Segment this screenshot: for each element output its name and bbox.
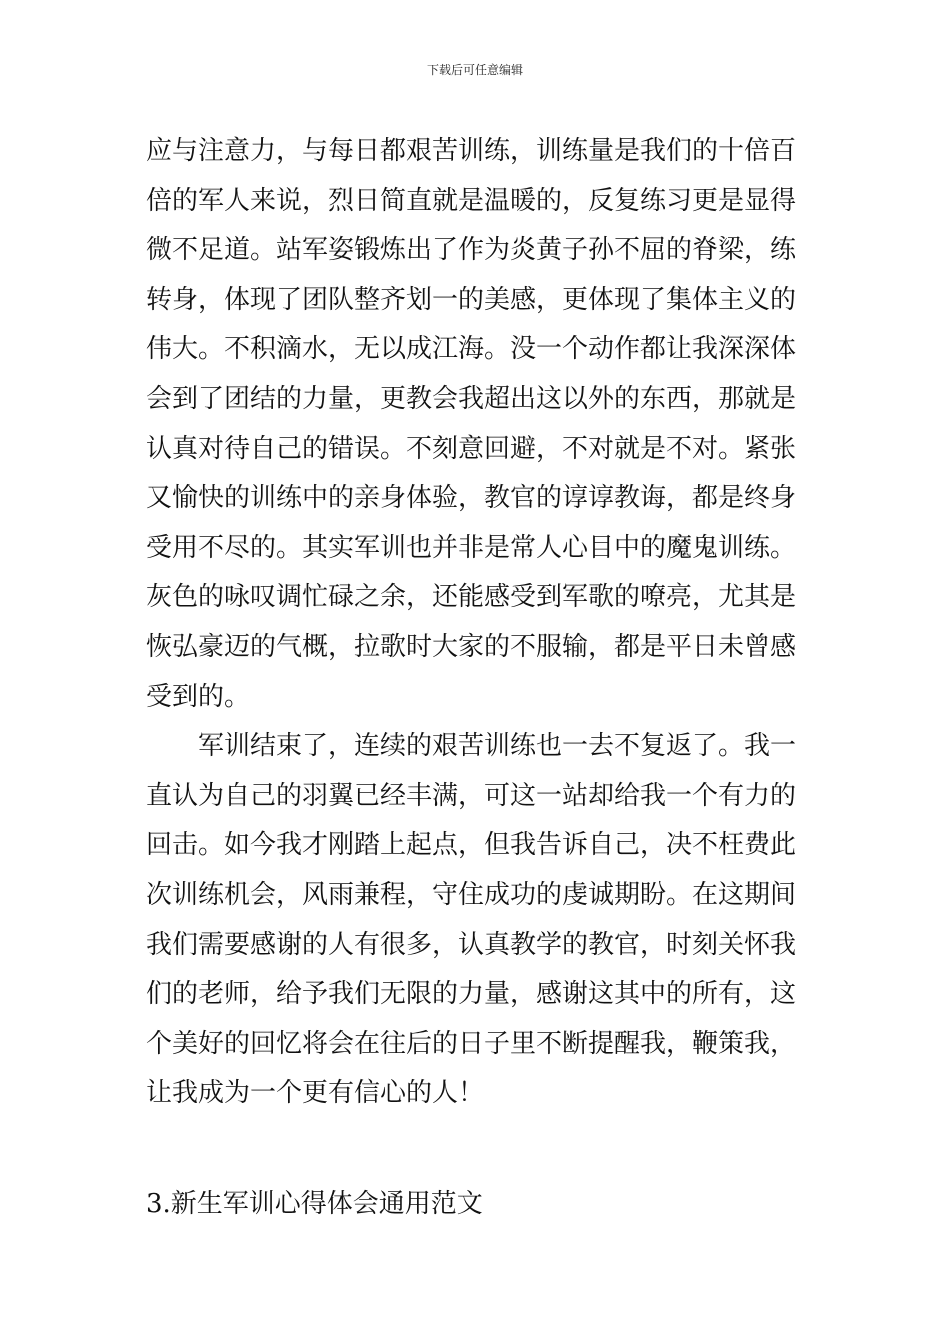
- section-heading: 3.新生军训心得体会通用范文: [146, 1189, 483, 1220]
- paragraph-2: [146, 722, 806, 1119]
- paragraph-1: [146, 127, 806, 722]
- page-header: 下载后可任意编辑: [426, 63, 523, 77]
- text-line: 受到的。: [146, 681, 251, 712]
- text-line: 直认为自己的羽翼已经丰满，可这一站却给我一个有力的: [146, 780, 797, 811]
- text-line: 认真对待自己的错误。不刻意回避，不对就是不对。紧张: [146, 433, 797, 464]
- text-line: 转身，体现了团队整齐划一的美感，更体现了集体主义的: [146, 284, 797, 315]
- text-line: 恢弘豪迈的气概，拉歌时大家的不服输，都是平日未曾感: [146, 631, 797, 662]
- text-line: 微不足道。站军姿锻炼出了作为炎黄子孙不屈的脊梁，练: [146, 235, 797, 266]
- text-line: 回击。如今我才刚踏上起点，但我告诉自己，决不枉费此: [146, 830, 797, 861]
- blank-line: [146, 1119, 806, 1169]
- text-line: 伟大。不积滴水，无以成江海。没一个动作都让我深深体: [146, 334, 797, 365]
- text-line: 灰色的咏叹调忙碌之余，还能感受到军歌的嘹亮，尤其是: [146, 582, 797, 613]
- document-body: [146, 127, 806, 1230]
- text-line: 次训练机会，风雨兼程，守住成功的虔诚期盼。在这期间: [146, 879, 797, 910]
- text-line: 军训结束了，连续的艰苦训练也一去不复返了。我一: [146, 731, 797, 762]
- text-line: 会到了团结的力量，更教会我超出这以外的东西，那就是: [146, 383, 797, 414]
- text-line: 又愉快的训练中的亲身体验，教官的谆谆教诲，都是终身: [146, 483, 797, 514]
- text-line: 受用不尽的。其实军训也并非是常人心目中的魔鬼训练。: [146, 532, 797, 563]
- text-line: 让我成为一个更有信心的人！: [146, 1078, 485, 1109]
- text-line: 应与注意力，与每日都艰苦训练，训练量是我们的十倍百: [146, 136, 797, 166]
- text-line: 个美好的回忆将会在往后的日子里不断提醒我，鞭策我，: [146, 1028, 797, 1059]
- text-line: 们的老师，给予我们无限的力量，感谢这其中的所有，这: [146, 979, 797, 1010]
- text-line: 我们需要感谢的人有很多，认真教学的教官，时刻关怀我: [146, 929, 797, 960]
- text-line: 倍的军人来说，烈日简直就是温暖的，反复练习更是显得: [146, 185, 797, 216]
